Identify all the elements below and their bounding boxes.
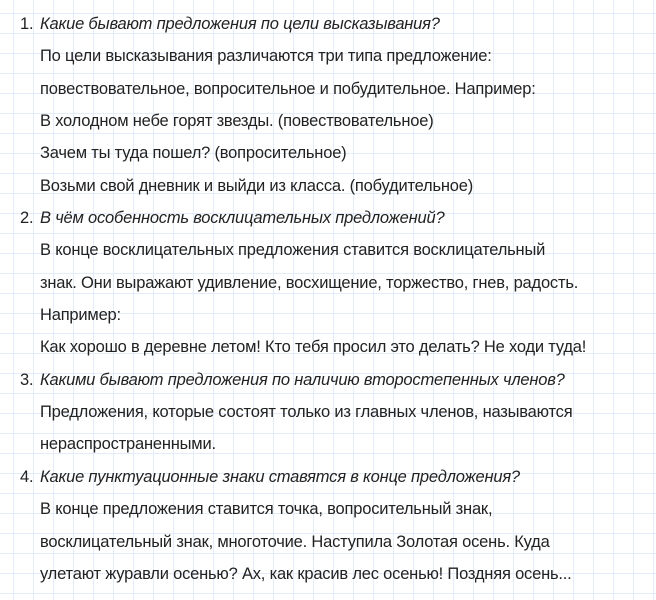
answer-line: знак. Они выражают удивление, восхищение, торжество, гнев, радость. [40,273,579,292]
answer-line: восклицательный знак, многоточие. Наступила Золотая осень. Куда [40,532,550,551]
answer-line: В конце предложения ставится точка, вопросительный знак, [40,500,493,519]
question-1 [0,8,656,40]
answer-line: В конце восклицательных предложения ставится восклицательный [40,241,546,260]
question-3 [0,364,656,396]
question-text: Какие бывают предложения по цели высказывания? [40,15,440,33]
answers-document [0,8,656,590]
answer-line: Возьми свой дневник и выйди из класса. (побудительное) [40,176,474,195]
answer-line: По цели высказывания различаются три типа предложение: [40,47,492,66]
answer-line: Как хорошо в деревне летом! Кто тебя просил это делать? Не ходи туда! [40,338,587,357]
question-text: Какие пунктуационные знаки ставятся в конце предложения? [40,467,520,486]
answer-line: Зачем ты туда пошел? (вопросительное) [40,144,347,163]
question-number: 2. [20,209,34,228]
question-number: 1. [20,15,34,33]
answer-line: нераспространенными. [40,435,216,454]
answer-line: В холодном небе горят звезды. (повествовательное) [40,112,434,131]
question-text: В чём особенность восклицательных предложений? [40,209,445,228]
question-number: 3. [20,370,34,389]
question-number: 4. [20,467,34,486]
answer-line: Предложения, которые состоят только из главных членов, называются [40,403,573,422]
question-4 [0,461,656,493]
answer-line: Например: [40,306,121,325]
answer-line: улетают журавли осенью? Ах, как красив лес осенью! Поздняя осень... [40,564,572,583]
question-2 [0,202,656,234]
question-text: Какими бывают предложения по наличию второстепенных членов? [40,370,565,389]
answer-line: повествовательное, вопросительное и побудительное. Например: [40,79,536,98]
